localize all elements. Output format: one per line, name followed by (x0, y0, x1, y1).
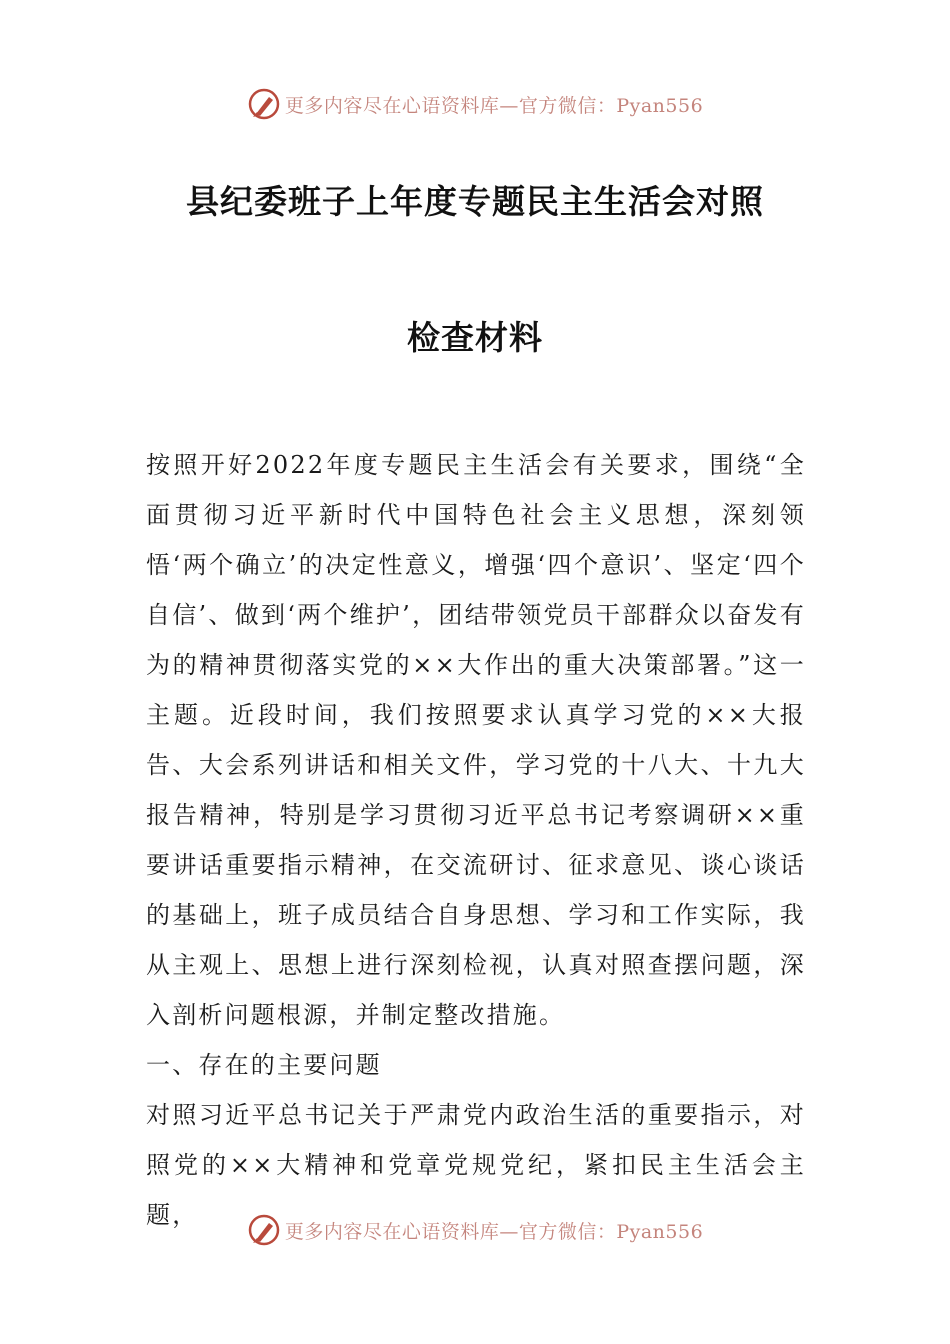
section-heading-main-problems: 一、存在的主要问题 (146, 1051, 382, 1079)
document-title-line-2: 检查材料 (407, 318, 543, 357)
watermark-text: 更多内容尽在心语资料库—官方微信：Pyan556 (284, 94, 704, 117)
paragraph-intro: 按照开好2022年度专题民主生活会有关要求，围绕“全面贯彻习近平新时代中国特色社会主义思想，深刻领悟‘两个确立’的决定性意义，增强‘四个意识’、坚定‘四个自信’、做到‘两个维护’，团结带领党员干部群众以奋发有为的精神贯彻落实党的××大作出的重大决策部署。”这一主题。近段时间，我们按照要求认真学习党的××大报告、大会系列讲话和相关文件，学习党的十八大、十九大报告精神，特别是学习贯彻习近平总书记考察调研××重要讲话重要指示精神，在交流研讨、征求意见、谈心谈话的基础上，班子成员结合自身思想、学习和工作实际，我从主观上、思想上进行深刻检视，认真对照查摆问题，深入剖析问题根源，并制定整改措施。 (146, 451, 806, 1029)
pen-nib-logo-icon (247, 87, 281, 121)
pen-nib-logo-icon (247, 1213, 281, 1247)
watermark-footer (0, 1210, 950, 1250)
watermark-header (0, 84, 950, 124)
document-body (146, 440, 806, 1240)
watermark-text: 更多内容尽在心语资料库—官方微信：Pyan556 (284, 1220, 704, 1243)
paragraph-problems-intro: 对照习近平总书记关于严肃党内政治生活的重要指示，对照党的××大精神和党章党规党纪，紧扣民主生活会主题， (146, 1101, 806, 1229)
document-title-line-1: 县纪委班子上年度专题民主生活会对照 (186, 182, 764, 221)
